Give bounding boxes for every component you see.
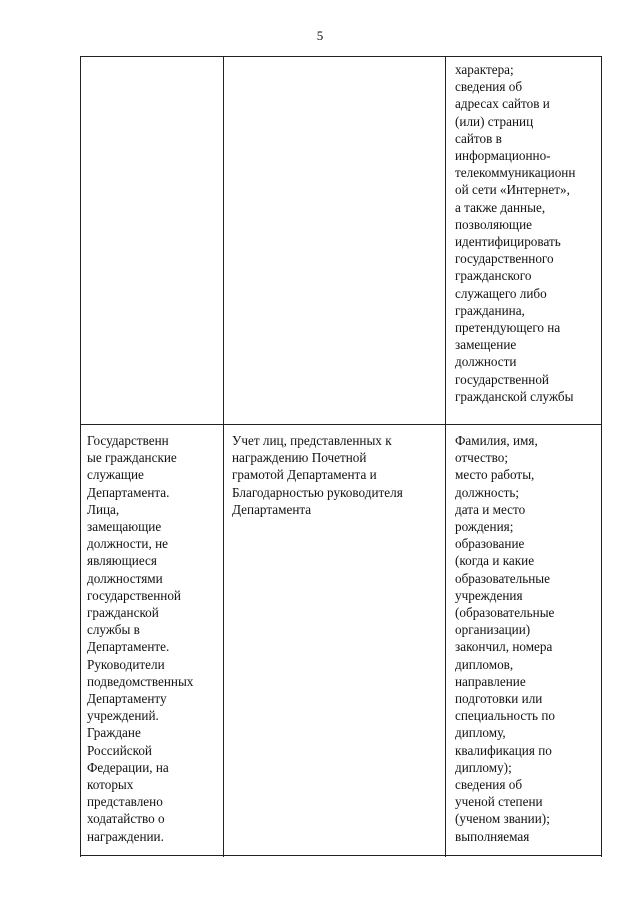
text-line: (или) страниц bbox=[455, 113, 534, 129]
text-line: диплому); bbox=[455, 759, 512, 775]
column-divider-2 bbox=[445, 56, 446, 857]
row2-data-cell bbox=[455, 432, 555, 845]
text-line: Граждане bbox=[87, 725, 141, 741]
text-line: подготовки или bbox=[455, 691, 543, 707]
text-line: награждении. bbox=[87, 828, 164, 844]
text-line: характера; bbox=[455, 62, 514, 77]
text-line: направление bbox=[455, 673, 526, 689]
table-border-bottom bbox=[80, 855, 602, 856]
text-line: грамотой Департамента и bbox=[232, 467, 377, 483]
text-line: должности bbox=[455, 354, 517, 370]
text-line: служащего либо bbox=[455, 285, 547, 301]
text-line: Государственн bbox=[87, 433, 169, 448]
text-line: Департамента bbox=[232, 501, 312, 517]
text-line: Департаменту bbox=[87, 691, 167, 707]
page-number: 5 bbox=[316, 28, 324, 43]
text-line: Благодарностью руководителя bbox=[232, 484, 403, 500]
text-line: являющиеся bbox=[87, 553, 157, 569]
text-line: гражданской bbox=[87, 605, 159, 621]
text-line: дата и место bbox=[455, 501, 526, 517]
text-line: сведения об bbox=[455, 777, 523, 793]
text-line: дипломов, bbox=[455, 656, 514, 672]
text-line: учреждений. bbox=[87, 708, 159, 724]
text-line: государственного bbox=[455, 251, 554, 267]
text-line: идентифицировать bbox=[455, 234, 561, 250]
text-line: ой сети «Интернет», bbox=[455, 182, 570, 198]
text-line: награждению Почетной bbox=[232, 450, 367, 466]
text-line: учреждения bbox=[455, 587, 523, 603]
text-line: Руководители bbox=[87, 656, 165, 672]
table-border-left bbox=[80, 56, 81, 857]
text-line: место работы, bbox=[455, 467, 535, 483]
text-line: службы в bbox=[87, 622, 140, 638]
table-border-top bbox=[80, 56, 602, 57]
text-line: замещение bbox=[455, 337, 517, 353]
text-line: (образовательные bbox=[455, 605, 555, 621]
text-line: должность; bbox=[455, 484, 520, 500]
text-line: государственной bbox=[455, 371, 549, 387]
text-line: Департамента. bbox=[87, 484, 170, 500]
text-line: позволяющие bbox=[455, 216, 532, 232]
text-line: сведения об bbox=[455, 79, 523, 95]
text-line: закончил, номера bbox=[455, 639, 553, 655]
text-line: образование bbox=[455, 536, 525, 552]
text-line: ученой степени bbox=[455, 794, 543, 810]
text-line: выполняемая bbox=[455, 828, 530, 844]
text-line: образовательные bbox=[455, 570, 551, 586]
text-line: которых bbox=[87, 777, 134, 793]
text-line: рождения; bbox=[455, 519, 514, 535]
text-line: отчество; bbox=[455, 450, 509, 466]
text-line: сайтов в bbox=[455, 130, 502, 146]
text-line: Лица, bbox=[87, 501, 120, 517]
column-divider-1 bbox=[223, 56, 224, 857]
text-line: Фамилия, имя, bbox=[455, 433, 538, 448]
text-line: претендующего на bbox=[455, 320, 561, 336]
text-line: организации) bbox=[455, 622, 531, 638]
table-border-right bbox=[601, 56, 602, 857]
text-line: (когда и какие bbox=[455, 553, 535, 569]
text-line: замещающие bbox=[87, 519, 162, 535]
text-line: гражданской службы bbox=[455, 388, 574, 404]
text-line: специальность по bbox=[455, 708, 556, 724]
row-divider bbox=[80, 424, 602, 425]
text-line: телекоммуникационн bbox=[455, 165, 576, 181]
text-line: ходатайство о bbox=[87, 811, 165, 827]
text-line: государственной bbox=[87, 587, 181, 603]
text-line: информационно- bbox=[455, 148, 551, 164]
text-line: должностями bbox=[87, 570, 163, 586]
text-line: гражданина, bbox=[455, 302, 525, 318]
row2-purpose-cell bbox=[232, 432, 403, 518]
text-line: (ученом звании); bbox=[455, 811, 550, 827]
text-line: Российской bbox=[87, 742, 152, 758]
row1-data-cell bbox=[455, 61, 575, 405]
text-line: подведомственных bbox=[87, 673, 194, 689]
text-line: гражданского bbox=[455, 268, 532, 284]
text-line: ые гражданские bbox=[87, 450, 177, 466]
text-line: а также данные, bbox=[455, 199, 546, 215]
text-line: представлено bbox=[87, 794, 163, 810]
text-line: должности, не bbox=[87, 536, 168, 552]
text-line: Федерации, на bbox=[87, 759, 169, 775]
text-line: Департаменте. bbox=[87, 639, 170, 655]
text-line: квалификация по bbox=[455, 742, 552, 758]
text-line: служащие bbox=[87, 467, 144, 483]
row2-subjects-cell bbox=[87, 432, 193, 845]
text-line: адресах сайтов и bbox=[455, 96, 550, 112]
text-line: Учет лиц, представленных к bbox=[232, 433, 392, 448]
text-line: диплому, bbox=[455, 725, 506, 741]
